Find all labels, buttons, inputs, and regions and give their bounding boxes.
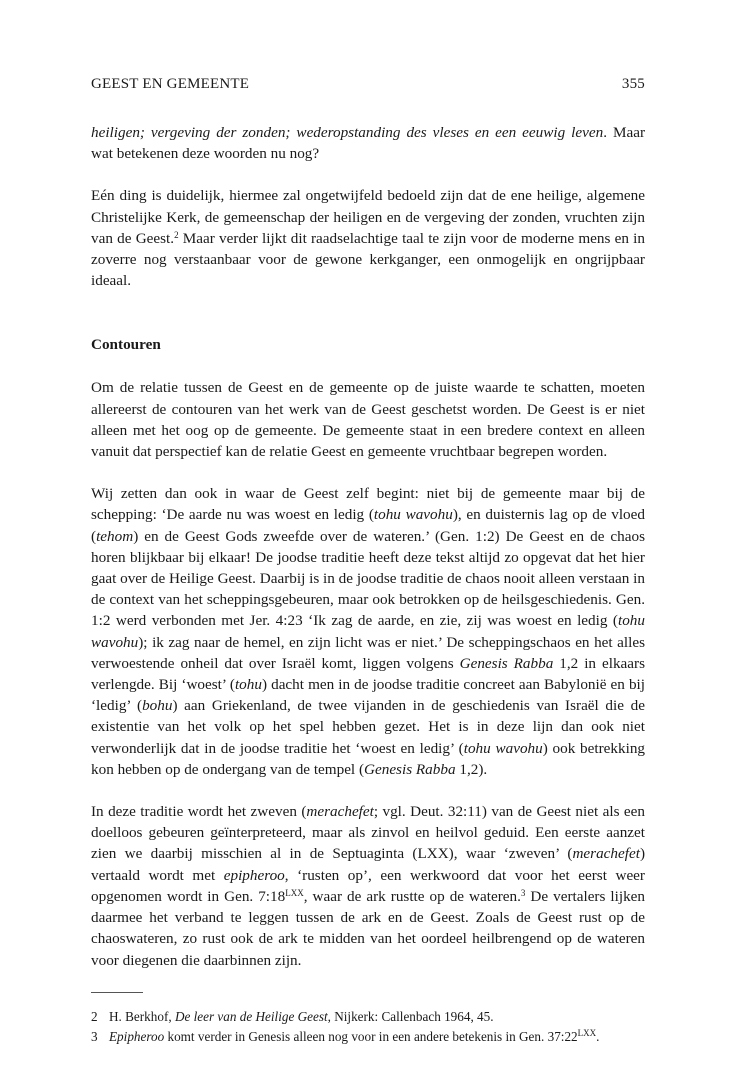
section-heading: Contouren bbox=[91, 336, 161, 354]
footnote-number: 2 bbox=[91, 1008, 98, 1024]
page-number: 355 bbox=[621, 76, 645, 92]
fn3-end: . bbox=[596, 1028, 600, 1044]
running-header bbox=[91, 76, 645, 100]
fn2-pre: H. Berkhof, bbox=[109, 1008, 175, 1024]
page bbox=[91, 76, 645, 1047]
p5-s2: ; vgl. Deut. 32:11) van de Geest niet als een doelloos gebeuren geïnterpreteerd, maar als zinvol en heilvol geduid. Een eerste aanzet zien we daarbij misschien al in de Septuaginta (LXX), waar ‘zweven’ ( bbox=[91, 803, 645, 863]
footnote-2 bbox=[91, 1007, 645, 1027]
p4-s4: ); ik zag naar de hemel, en zijn licht was er niet.’ De scheppingschaos en het alles verwoestende onheil dat over Israël komt, liggen volgens bbox=[91, 633, 645, 672]
paragraph-1-rest: . Maar wat betekenen deze woorden nu nog? bbox=[91, 124, 645, 163]
fn3-term: Epipheroo bbox=[109, 1028, 165, 1044]
p4-i8: Genesis Rabba bbox=[364, 760, 456, 778]
footnotes bbox=[91, 1007, 645, 1047]
body-text bbox=[91, 122, 645, 971]
paragraph-2-b: Maar verder lijkt dit raadselachtige taal te zijn voor de moderne mens en in zoverre nog verstaanbaar voor de gewone kerkganger, een onmogelijk en ongrijpbaar ideaal. bbox=[91, 229, 645, 290]
p5-s3: ) vertaald wordt met bbox=[91, 845, 645, 884]
p4-i4: Genesis Rabba bbox=[459, 654, 554, 672]
creed-quote: heiligen; vergeving der zonden; wederopstanding des vleses en een eeuwig leven bbox=[91, 124, 604, 141]
paragraph-5 bbox=[91, 801, 645, 971]
paragraph-1 bbox=[91, 122, 645, 164]
footnote-text bbox=[109, 1007, 494, 1027]
p4-i2: tehom bbox=[96, 527, 134, 545]
running-title: GEEST EN GEMEENTE bbox=[91, 76, 250, 92]
footnote-divider bbox=[91, 992, 143, 993]
paragraph-2 bbox=[91, 185, 645, 291]
paragraph-2-a: Eén ding is duidelijk, hiermee zal ongetwijfeld bedoeld zijn dat de ene heilige, algemene Christelijke Kerk, de gemeenschap der heiligen en de vergeving der zonden, vruchten zijn van de Geest. bbox=[91, 187, 645, 247]
footnote-ref-3[interactable]: 3 bbox=[520, 887, 526, 898]
p5-s1: In deze traditie wordt het zweven ( bbox=[91, 803, 307, 821]
p5-s6: De vertalers lijken daarmee het verband te leggen tussen de ark en de Geest. Zoals de Geest rust op de chaoswateren, zo rust ook de ark te midden van het oordeel heilbrengend op de wateren voor diegenen die daarbinnen zijn. bbox=[91, 887, 645, 969]
p5-i2: merachefet bbox=[572, 845, 640, 863]
footnote-text bbox=[109, 1027, 599, 1047]
p5-s4: , ‘rusten op’, een werkwoord dat voor het eerst weer opgenomen wordt in Gen. 7:18 bbox=[91, 866, 645, 905]
p4-i7: tohu wavohu bbox=[463, 739, 543, 757]
p4-i3: tohu wavohu bbox=[91, 612, 645, 651]
footnote-number: 3 bbox=[91, 1028, 98, 1044]
p4-s3: ) en de Geest Gods zweefde over de wateren.’ (Gen. 1:2) De Geest en de chaos horen blijkbaar bij elkaar! De joodse traditie heeft deze tekst altijd zo opgevat dat het hier gaat over de Heilige Geest. Daarbij is in de joodse traditie de chaos nooit alleen verstaan in de context van het scheppingsgebeuren, maar ook betrokken op de heilsgeschiedenis. Gen. 1:2 werd verbonden met Jer. 4:23 ‘Ik zag de aarde, en zie, zij was woest en ledig ( bbox=[91, 527, 645, 630]
p5-i1: merachefet bbox=[306, 803, 374, 821]
p4-s1: Wij zetten dan ook in waar de Geest zelf begint: niet bij de gemeente maar bij de schepping: ‘De aarde nu was woest en ledig ( bbox=[91, 485, 645, 524]
paragraph-3: Om de relatie tussen de Geest en de gemeente op de juiste waarde te schatten, moeten allereerst de contouren van het werk van de Geest geschetst worden. De Geest is er niet alleen met het oog op de gemeente. De gemeente staat in een bredere context en alleen vanuit dat perspectief kan de relatie Geest en gemeente vruchtbaar begrepen worden. bbox=[91, 379, 645, 461]
p4-s8: ) ook betrekking kon hebben op de ondergang van de tempel ( bbox=[91, 739, 646, 778]
paragraph-4 bbox=[91, 483, 645, 780]
p5-i3: epipheroo bbox=[223, 866, 285, 884]
fn2-title: De leer van de Heilige Geest bbox=[174, 1008, 328, 1024]
p4-i1: tohu wavohu bbox=[373, 506, 453, 524]
fn3-post: komt verder in Genesis alleen nog voor in een andere betekenis in Gen. 37:22 bbox=[164, 1028, 578, 1044]
p4-s7: ) aan Griekenland, de twee vijanden in de geschiedenis van Israël die de existentie van het volk op het spel hebben gezet. Het is in deze lijn dan ook niet verwonderlijk dat in de joodse traditie het ‘woest en ledig’ ( bbox=[91, 697, 645, 757]
fn2-post: , Nijkerk: Callenbach 1964, 45. bbox=[327, 1008, 494, 1024]
p4-i6: bohu bbox=[142, 697, 173, 715]
p4-s2: ), en duisternis lag op de vloed ( bbox=[91, 506, 645, 545]
p4-s6: ) dacht men in de joodse traditie concreet aan Babylonië en bij ‘ledig’ ( bbox=[91, 676, 645, 715]
fn3-sup: LXX bbox=[577, 1027, 597, 1038]
lxx-superscript: LXX bbox=[285, 887, 304, 898]
p5-s5: , waar de ark rustte op de wateren. bbox=[303, 887, 521, 905]
footnote-ref-2[interactable]: 2 bbox=[174, 229, 179, 240]
footnote-3 bbox=[91, 1027, 645, 1047]
p4-s9: 1,2). bbox=[455, 760, 488, 778]
p4-i5: tohu bbox=[234, 676, 262, 694]
p4-s5: 1,2 in elkaars verlengde. Bij ‘woest’ ( bbox=[91, 654, 645, 694]
